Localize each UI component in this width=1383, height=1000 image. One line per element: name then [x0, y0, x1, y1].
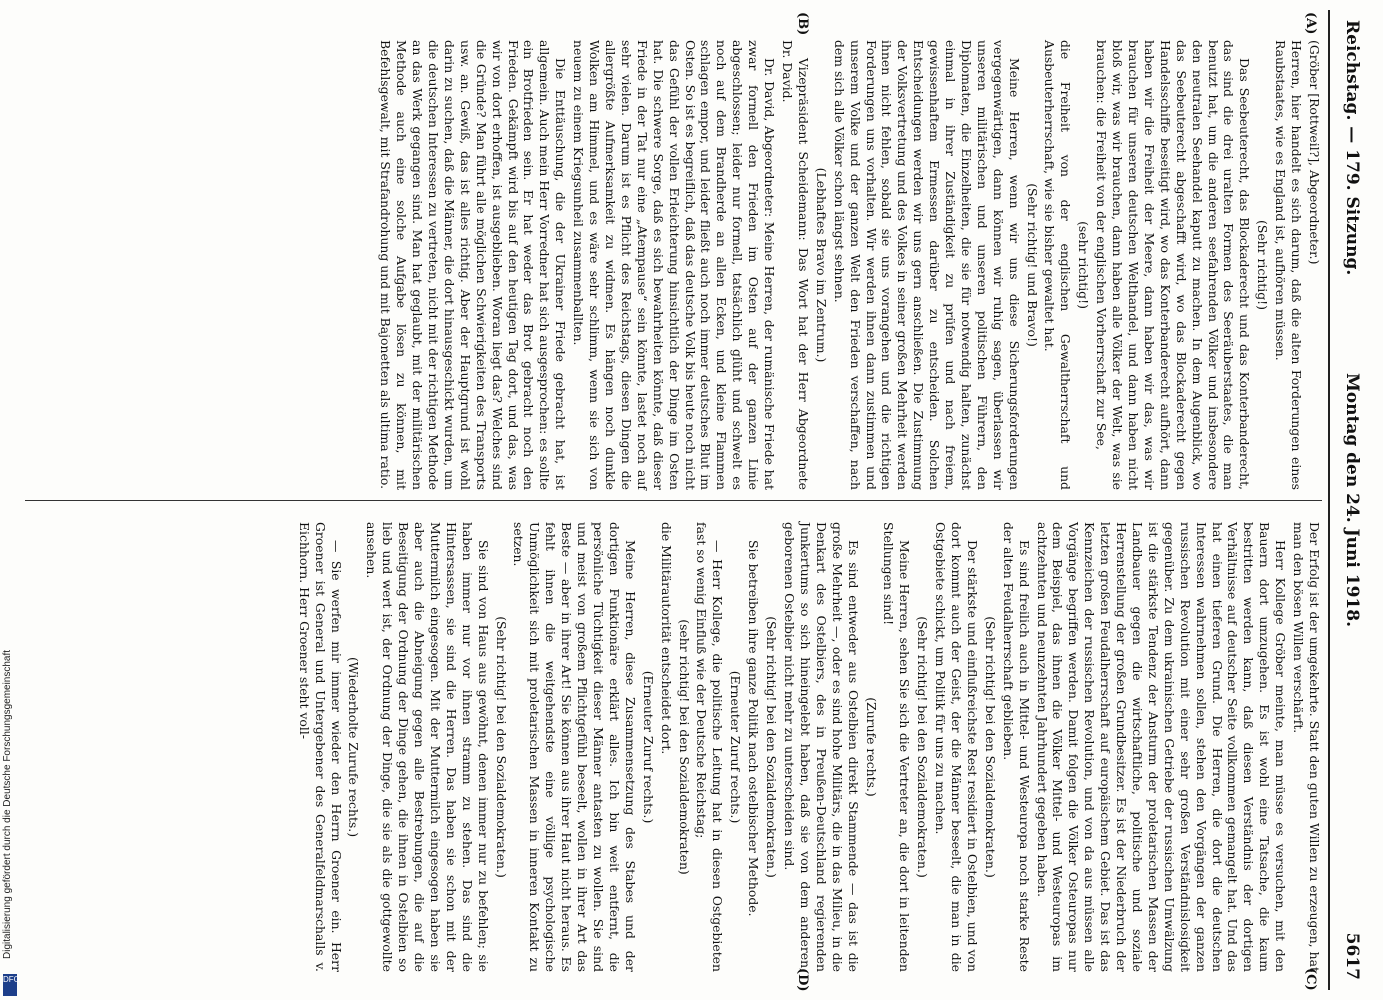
page-header [1328, 10, 1370, 990]
paragraph: Meine Herren, sehen Sie sich die Vertreter an, die dort in leitenden Stellungen sind! [881, 522, 913, 972]
digitization-note: Digitalisierung gefördert durch die Deutsche Forschungsgemeinschaft [2, 649, 13, 959]
paragraph: Es sind entweder aus Ostelbien direkt Stammende — das ist die große Mehrheit —, oder es sind hohe Militärs, die in das Milieu, in die Denkart des Ostelbiers, des in Preußen-Deutschland regierenden Junkertums so sich hineingelebt haben, daß sie von dem anderen, geborenen Ostelbier nicht mehr zu unterscheiden sind. [782, 522, 861, 972]
interjection: (Sehr richtig!) [1255, 220, 1271, 310]
interjection: (Sehr richtig! bei den Sozialdemokraten.) [764, 616, 780, 878]
paragraph: Herren, hier handelt es sich darum, daß die alten Forderungen eines Raubstaates, wie es England ist, aufhören müssen. [1273, 40, 1305, 490]
paragraph: Herr Kollege Gröber meinte, man müsse es versuchen, mit den Bauern dort umzugehen. Es ist wohl eine Tatsache, die kaum bestritten werden kann, daß diesen Verständnis der dortigen Verhältnisse auf deutscher Seite vollkommen gemangelt hat. Und das hat einen tieferen Grund. Die Herren, die dort die deutschen Interessen wahrnehmen sollen, stehen den Vorgängen der ganzen russischen Revolution mit einer sehr großen Verständnislosigkeit gegenüber. Zu dem ukrainischen Getriebe der russischen Umwälzung ist die stärkste Tendenz der Ansturm der proletarischen Massen der Landbauer gegen die wirtschaftliche, politische und soziale Herrenstellung der großen Grundbesitzer. Es ist der Niederbruch der letzten großen Feudalherrschaft auf europäischem Gebiet. Das ist das Kennzeichen der russischen Revolution, und von da aus müssen alle Vorgänge begriffen werden. Damit folgen die Völker Osteuropas nur dem Beispiel, das ihnen die Völker Mittel- und Westeuropas im achtzehnten und neunzehnten Jahrhundert gegeben haben. [1034, 522, 1289, 972]
paragraph: Der Erfolg ist der umgekehrte. Statt den guten Willen zu erzeugen, hat man den bösen Willen verschärft. [1291, 522, 1322, 972]
interjection: (Sehr richtig! und Bravo!) [1024, 183, 1040, 347]
interjection: (Sehr richtig! bei den Sozialdemokraten.) [982, 616, 998, 878]
interjection: (Sehr richtig! bei den Sozialdemokraten.) [493, 616, 509, 878]
paragraph: Meine Herren, wenn wir uns diese Sicherungsforderungen vergegenwärtigen, dann können wir ruhig sagen, überlassen wir unseren militärischen und unseren politischen Führern, den Diplomaten, die Einzelheiten, die sie für notwendig halten, zunächst einmal in ihrer Zuständigkeit zu prüfen und nach freiem, gewissenhaftem Ermessen darüber zu entscheiden. Solchen Entscheidungen werden wir uns gern anschließen. Die Zustimmung der Volksvertretung und des Volkes in seiner großen Mehrheit werden ihnen nicht fehlen, sobald sie uns vorangehen und die richtigen Forderungen uns vorhalten. Wir werden ihnen dann zustimmen und unserem Volke und der ganzen Welt den Frieden verschaffen, nach dem sich alle Völker schon längst sehnen. [831, 40, 1022, 490]
dfg-logo: DFG [3, 974, 17, 996]
margin-mark-a: (A) [1303, 12, 1318, 35]
paragraph: Dr. David, Abgeordneter: Meine Herren, der rumänische Friede hat zwar formell den Frieden im Osten auf der ganzen Linie abgeschlossen; leider nur formell, tatsächlich glüht und schwelt es noch auf dem Brandherde an allen Ecken, und kleine Flammen schlagen empor, und leider fließt auch noch immer deutsches Blut im Osten. So ist es begreiflich, daß das deutsche Volk bis heute noch nicht das Gefühl der vollen Erleichterung hinsichtlich der Dinge im Osten hat. Die schwere Sorge, daß es sich bewahrheiten könnte, daß dieser Friede in der Tat nur eine „Atempause“ sein könnte, lastet noch auf sehr vielen. Darum ist es Pflicht des Reichstags, diesen Dingen die allergrößte Aufmerksamkeit zu widmen. Es hängen noch dunkle Wolken am Himmel, und es wäre sehr schlimm, wenn sie sich von neuem zu einem Kriegsunheil zusammenballten. [571, 40, 778, 490]
paragraph: Es sind freilich auch in Mittel- und Westeuropa noch starke Reste der alten Feudalherrschaft geblieben. [1000, 522, 1032, 972]
interjection: (Sehr richtig! bei den Sozialdemokraten.) [915, 616, 931, 878]
interjection: (Erneuter Zuruf rechts.) [728, 670, 744, 824]
paragraph: — Sie werfen mir immer wieder den Herrn Groener ein. Herr Groener ist General und Untergebener des Generalfeldmarschalls v. Eichhorn. Herr Groener steht voll- [296, 522, 344, 972]
margin-mark-d: (D) [795, 968, 810, 992]
header-date: Montag den 24. Juni 1918. [1342, 372, 1362, 628]
interjection: (Wiederholte Zurufe rechts.) [346, 656, 362, 838]
paragraph: die Militärautorität entscheidet dort. [658, 522, 674, 755]
speaker-intro: Vizepräsident Scheidemann: Das Wort hat der Herr Abgeordnete Dr. David. [780, 40, 811, 490]
margin-mark-c: (C) [1303, 968, 1318, 991]
interjection: (Zurufe rechts.) [863, 697, 879, 797]
header-left: Reichstag. — 179. Sitzung. [1342, 20, 1362, 276]
paragraph: die Freiheit von der englischen Gewaltherrschaft und Ausbeuterherrschaft, wie sie bisher gewaltet hat. [1042, 40, 1074, 490]
interjection: (Erneuter Zuruf rechts.) [640, 670, 656, 824]
paragraph: Sie sind von Haus aus gewöhnt, denen immer nur zu befehlen; sie haben immer nur vor ihnen stramm zu stehen. Das sind die Hintersassen, sie sind die Herren. Das haben sie schon mit der Muttermilch eingesogen. Mit der Muttermilch eingesogen haben sie aber auch die Abneigung gegen alle Bestrebungen, die auf die Beseitigung der Ordnung der Dinge gehen, die ihnen in Ostelbien so lieb und wert ist, der Ordnung der Dinge, die sie als die gottgewollte ansehen. [364, 522, 491, 972]
right-column [25, 522, 1322, 972]
paragraph: Meine Herren, diese Zusammensetzung des Stabes und der dortigen Funktionäre erklärt alles. Ich bin weit entfernt, die persönliche Tüchtigkeit dieser Männer antasten zu wollen. Sie sind und meist von großem Pflichtgefühl beseelt, wollen in ihrer Art das Beste — aber in ihrer Art! Sie können aus ihrer Haut nicht heraus. Es fehlt ihnen die weitgehendste eine völlige psychologische Unmöglichkeit sich mit proletarischen Massen in inneren Kontakt zu setzen. [511, 522, 638, 972]
speaker-ref: (Gröber [Rottweil?], Abgeordneter.) [1307, 40, 1322, 265]
paragraph: Die Enttäuschung, die der Ukrainer Friede gebracht hat, ist allgemein. Auch mein Herr Vorredner hat sich ausgesprochen: es sollte ein Brotfrieden sein. Er hat weder das Brot gebracht noch den Frieden. Gekämpft wird bis auf den heutigen Tag dort, und das, was wir von dort erhoffen, ist ausgeblieben. Woran liegt das? Welches sind die Gründe? Man führt alle möglichen Schwierigkeiten des Transports usw. an. Gewiß, das ist alles richtig. Aber der Hauptgrund ist wohl darin zu suchen, daß die Männer, die dort hinausgeschickt wurden, um die deutschen Interessen zu vertreten, nicht mit der richtigen Methode an das Werk gegangen sind. Man hat geglaubt, mit der militärischen Methode auch eine solche Aufgabe lösen zu können, mit Befehlsgewalt, mit Strafandrohung und mit Bajonetten als ultima ratio. [378, 40, 569, 490]
page-number: 5617 [1342, 932, 1362, 980]
paragraph: — Herr Kollege, die politische Leitung hat in diesen Ostgebieten fast so wenig Einfluß wie der Deutsche Reichstag; [694, 522, 726, 972]
interjection: (Lebhaftes Bravo im Zentrum.) [813, 167, 829, 363]
margin-mark-b: (B) [795, 12, 810, 36]
left-column [25, 40, 1322, 490]
paragraph: Das Seebeuterecht, das Blockaderecht und das Konterbanderecht, das sind die drei uralten Formen des Seeräuberstaates, die man benutzt hat, um die anderen seefahrenden Völker und insbesondere den neutralen Seehandel kaputt zu machen. In dem Augenblick, wo das Seebeuterecht abgeschafft wird, wo das Blockaderecht gegen Handelsschiffe beseitigt wird, wo das Konterbanderecht aufhört, dann haben wir die Freiheit der Meere, dann haben wir das, was wir brauchen für unseren deutschen Welthandel, und dann haben nicht bloß wir, was wir brauchen, dann haben alle Völker der Welt, was sie brauchen: die Freiheit von der englischen Vorherrschaft zur See, [1094, 40, 1253, 490]
interjection: (sehr richtig!) [1076, 221, 1092, 309]
column-divider [25, 500, 1322, 501]
paragraph: Sie betreiben ihre ganze Politik nach ostelbischer Methode. [746, 540, 762, 917]
interjection: (sehr richtig! bei den Sozialdemokraten) [676, 619, 692, 875]
rotated-page-content [25, 10, 1370, 990]
paragraph: Der stärkste und einflußreichste Rest residiert in Ostelbien, und von dort kommt auch der Geist, der die Männer beseelt, die man in die Ostgebiete schickt, um Politik für uns zu machen. [933, 522, 980, 972]
